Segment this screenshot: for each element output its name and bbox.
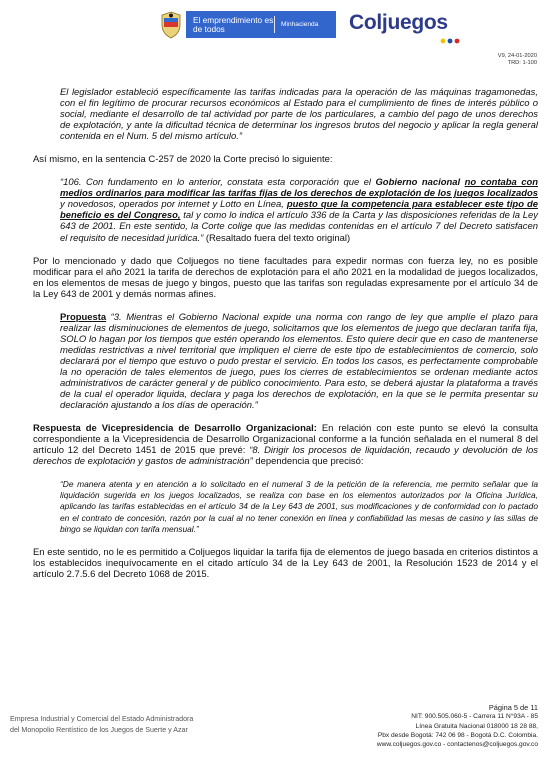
ministry-name: Minhacienda — [281, 21, 319, 28]
quote2-note: (Resaltado fuera del texto original) — [203, 232, 351, 244]
quote2-part-d: y novedosos, operados por internet y Lotto en Línea, — [60, 199, 287, 211]
document-version — [498, 53, 537, 67]
footer-pbx: Pbx desde Bogotá: 742 06 98 - Bogotá D.C. Colombia. — [377, 731, 538, 739]
quote2-part-f: tal y como lo indica el artículo 336 de la Carta y las disposiciones referidas de la Ley 643 de 2001. En este sentido, la Corte colige que las medidas contenidas en el artículo 7 del Decreto satisfacen el requisito de necesidad jurídica.” — [60, 210, 538, 244]
quote-legislator: El legislador estableció específicamente las tarifas indicadas para la operación de las máquinas tragamonedas, con el fin legítimo de procurar recursos económicos al Estado para el cumplimiento de fines de interés público o social, mediante el desarrollo de tal actividad por parte de los particulares, a cambio del pago de unos derechos de explotación, y ante la dificultad técnica de determinar los ingresos brutos del negocio y aplicar la regla general contenida en el Num. 5 del mismo artículo.” — [60, 87, 538, 143]
trd-code: TRD: 1-100 — [507, 60, 537, 66]
brand-dots-icon — [349, 38, 473, 44]
paragraph-conclusion: En este sentido, no le es permitido a Coljuegos liquidar la tarifa fija de elementos de juego basada en criterios distintos a los establecidos inequívocamente en el citado artículo 34 de la Ley 643 de 2001, la Resolución 1523 de 2014 y el artículo 2.7.5.6 del Decreto 1068 de 2015. — [33, 546, 538, 580]
respuesta-label: Respuesta de Vicepresidencia de Desarrollo Organizacional: — [33, 423, 317, 435]
quote2-underlined-b: puesto que la competencia para establecer este tipo de beneficio es del Congreso, — [60, 199, 538, 222]
footer-entity-line2: del Monopolio Rentístico de los Juegos de Suerte y Azar — [10, 725, 188, 734]
footer-contact — [377, 703, 538, 749]
logo-divider — [274, 16, 275, 33]
respuesta-text-a: En relación con este punto se elevó la consulta correspondiente a la Vicepresidencia de Desarrollo Organizacional conforme a la función señalada en el numeral 8 del artículo 12 del Decreto 1451 de 2015 que prevé: — [33, 423, 539, 457]
respuesta-text-c: dependencia que precisó: — [252, 456, 364, 468]
quote2-government: Gobierno nacional — [375, 177, 465, 189]
footer-nit: NIT: 900.505.060-5 - Carrera 11 N°93A - 85 — [411, 713, 538, 721]
colombia-coat-of-arms-icon — [160, 11, 182, 39]
footer-entity — [10, 714, 193, 735]
paragraph-faculties: Por lo mencionado y dado que Coljuegos no tiene facultades para expedir normas con fuerza ley, no es posible modificar para el año 2021 la tarifa de derechos de explotación para el año 2021 en la modalidad de juegos localizados, en los elementos de mesas de juego y bingos, puesto que las tarifas son reguladas expresamente por el artículo 34 de la Ley 643 de 2001 y demás normas afines. — [33, 255, 538, 300]
page-number: Página 5 de 11 — [488, 703, 538, 712]
government-logo-text: El emprendimiento es de todos — [193, 14, 274, 34]
footer-web[interactable]: www.coljuegos.gov.co - contactenos@coljuegos.gov.co — [376, 741, 538, 749]
coljuegos-logo: Coljuegos — [349, 11, 448, 34]
propuesta-text: “3. Mientras el Gobierno Nacional expide una norma con rango de ley que amplíe el plazo para realizar las disminuciones de elementos de juego, solicitamos que los elementos de juego que declaran tarifa fija, SOLO lo hagan por los tiempos que estén operando los elementos. Esto quiere decir que en caso de mantenerse medidas restrictivas a nivel territorial que impliquen el cierre de este tipo de establecimientos de comercio, solo declarará por el tiempo que estuvo o pudo prestar el servicio. En todos los casos, es perfectamente comprobable la no operación de tales elementos de juego, pues los cierres de establecimientos se ordenan mediante actos administrativos de carácter general y de público conocimiento. Para esto, se deberá ajustar la plataforma a través de la cual el operador liquida, declara y paga los derechos de explotación, en la que se le permita presentar su declaración ajustando a los días de operación.” — [60, 311, 538, 412]
quote2-part-a: “106. Con fundamento en lo anterior, constata esta corporación que el — [60, 177, 376, 189]
paragraph-sentencia: Así mismo, en la sentencia C-257 de 2020 la Corte precisó lo siguiente: — [33, 154, 333, 166]
page-header — [0, 0, 557, 66]
respuesta-quote: “8. Dirigir los procesos de liquidación, recaudo y devolución de los derechos de explotación y gastos de administración” — [33, 445, 538, 468]
propuesta-block — [33, 312, 538, 411]
footer-phone: Línea Gratuita Nacional 018000 18 28 88, — [415, 722, 538, 730]
quote-vicepresidencia: “De manera atenta y en atención a lo solicitado en el numeral 3 de la petición de la referencia, me permito señalar que la liquidación sugerida en los juegos localizados, se realiza con base en los elementos autorizados por la Oficina Jurídica, aplicando las tarifas establecidas en el artículo 34 de la Ley 643 de 2001, sus modificaciones y de conformidad con lo pactado en el contrato de concesión, razón por la cual al no tener conexión en línea y confiabilidad las mesas de casino y las sillas de bingo se liquidan con tarifa mensual.” — [60, 479, 538, 534]
quote2-underlined-a: no contaba con medios ordinarios para modificar las tarifas fijas de los derechos de explotación de los juegos localizados — [60, 177, 538, 200]
government-logo — [186, 11, 336, 38]
respuesta-block — [33, 423, 538, 467]
footer-entity-line1: Empresa Industrial y Comercial del Estado Administradora — [10, 715, 194, 723]
quote-court-106 — [33, 177, 538, 243]
propuesta-label: Propuesta — [60, 311, 107, 323]
version-date: V9, 24-01-2020 — [497, 53, 537, 59]
document-body — [33, 77, 538, 580]
